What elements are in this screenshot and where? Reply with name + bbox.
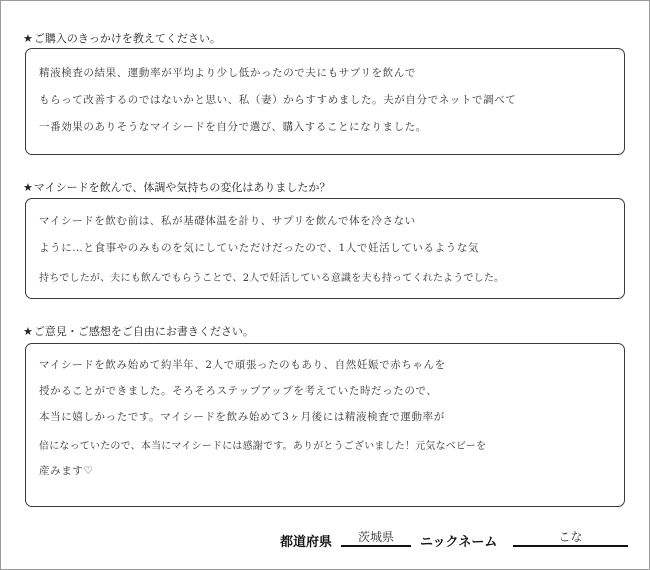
nickname-value: こな: [558, 530, 583, 544]
star-icon: ★: [23, 32, 33, 45]
question-1-label: ★ご購入のきっかけを教えてください。: [23, 32, 221, 45]
answer-3-line-1: マイシードを飲み始めて約半年、2人で頑張ったのもあり、自然妊娠で赤ちゃんを: [39, 359, 446, 371]
nickname-label: ニックネーム: [420, 535, 498, 550]
question-2-label: ★マイシードを飲んで、体調や気持ちの変化はありましたか？: [23, 181, 331, 194]
prefecture-label: 都道府県: [280, 535, 333, 550]
answer-3-line-4: 倍になっていたので、本当にマイシードには感謝です。ありがとうございました！元気なベビーを: [39, 441, 487, 452]
answer-1-line-1: 精液検査の結果、運動率が平均より少し低かったので夫にもサプリを飲んで: [39, 67, 416, 79]
answer-box-2: [25, 198, 625, 299]
answer-2-line-3: 持ちでしたが、夫にも飲んでもらうことで、2人で妊活している意識を夫も持ってくれたようでした。: [39, 273, 505, 284]
star-icon: ★: [23, 181, 33, 194]
nickname-underline: [513, 545, 628, 547]
answer-3-line-5: 産みます♡: [39, 465, 94, 477]
answer-1-line-3: 一番効果のありそうなマイシードを自分で選び、購入することになりました。: [39, 121, 427, 133]
answer-3-line-2: 授かることができました。そろそろステップアップを考えていた時だったので、: [39, 385, 438, 397]
prefecture-value: 茨城県: [357, 530, 394, 544]
prefecture-underline: [341, 545, 411, 547]
answer-box-3: [25, 343, 625, 507]
answer-3-line-3: 本当に嬉しかったです。マイシードを飲み始めて3ヶ月後には精液検査で運動率が: [39, 411, 445, 423]
question-3-label: ★ご意見・ご感想をご自由にお書きください。: [23, 325, 254, 338]
star-icon: ★: [23, 325, 33, 338]
answer-2-line-2: ように…と食事やのみものを気にしていただけだったので、1人で妊活しているような気: [39, 242, 479, 254]
answer-2-line-1: マイシードを飲む前は、私が基礎体温を計り、サプリを飲んで体を冷さない: [39, 215, 416, 227]
answer-box-1: [25, 48, 625, 155]
answer-1-line-2: もらって改善するのではないかと思い、私（妻）からすすめました。夫が自分でネットで調べて: [39, 94, 517, 106]
